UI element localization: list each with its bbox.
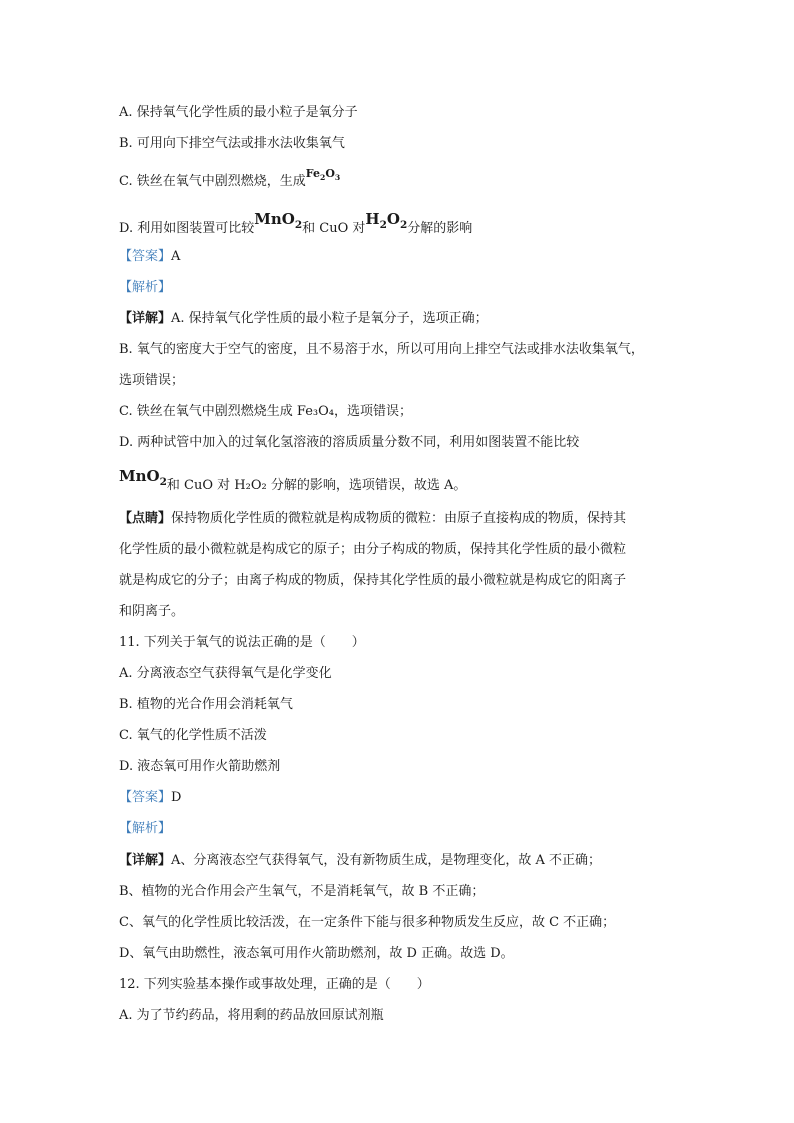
q12-option-a: A. 为了节约药品，将用剩的药品放回原试剂瓶 xyxy=(119,1008,384,1023)
detail-a: 【详解】A. 保持氧气化学性质的最小粒子是氧分子，选项正确； xyxy=(119,311,488,326)
option-c-text: C. 铁丝在氧气中剧烈燃烧，生成 xyxy=(119,174,306,189)
q11-detail-c: C、氧气的化学性质比较活泼，在一定条件下能与很多种物质发生反应，故 C 不正确； xyxy=(119,915,616,930)
detail-b-1: B. 氧气的密度大于空气的密度，且不易溶于水，所以可用向上排空气法或排水法收集氧气， xyxy=(119,342,644,357)
q11-option-c: C. 氧气的化学性质不活泼 xyxy=(119,728,267,743)
tip-label: 【点睛】 xyxy=(119,511,172,526)
q12-stem: 12. 下列实验基本操作或事故处理，正确的是（ ） xyxy=(119,977,430,992)
q11-stem: 11. 下列关于氧气的说法正确的是（ ） xyxy=(119,635,365,650)
tip-1: 【点睛】保持物质化学性质的微粒就是构成物质的微粒：由原子直接构成的物质，保持其 xyxy=(119,511,627,526)
detail-c: C. 铁丝在氧气中剧烈燃烧生成 Fe₃O₄，选项错误； xyxy=(119,404,412,419)
q11-detail-d: D、氧气由助燃性，液态氧可用作火箭助燃剂，故 D 正确。故选 D。 xyxy=(119,946,514,961)
q11-answer-value: D xyxy=(171,790,182,805)
answer-label: 【答案】 xyxy=(119,249,172,264)
tip-2: 化学性质的最小微粒就是构成它的原子；由分子构成的物质，保持其化学性质的最小微粒 xyxy=(119,542,627,557)
tip-4: 和阴离子。 xyxy=(119,604,185,619)
formula-mno2: MnO$_2$ xyxy=(254,210,303,231)
option-d-mid: 和 CuO 对 xyxy=(302,221,366,236)
q11-answer-label: 【答案】 xyxy=(119,790,172,805)
detail-d-2: MnO$_2$和 CuO 对 H₂O₂ 分解的影响，选项错误，故选 A。 xyxy=(119,467,467,493)
q11-analysis-label: 【解析】 xyxy=(119,821,172,836)
tip-3: 就是构成它的分子；由离子构成的物质，保持其化学性质的最小微粒就是构成它的阳离子 xyxy=(119,573,627,588)
formula-mno2-detail: MnO$_2$ xyxy=(119,467,167,488)
answer-value: A xyxy=(171,249,181,264)
option-d-post: 分解的影响 xyxy=(407,221,473,236)
answer-line xyxy=(119,247,180,267)
q11-option-b: B. 植物的光合作用会消耗氧气 xyxy=(119,697,293,712)
detail-label: 【详解】 xyxy=(119,311,172,326)
detail-b-2: 选项错误； xyxy=(119,373,185,388)
option-a: A. 保持氧气化学性质的最小粒子是氧分子 xyxy=(119,105,358,120)
q11-option-d: D. 液态氧可用作火箭助燃剂 xyxy=(119,759,281,774)
q11-detail-label: 【详解】 xyxy=(119,853,172,868)
analysis-label: 【解析】 xyxy=(119,280,172,295)
q11-answer-line xyxy=(119,788,181,808)
option-b: B. 可用向下排空气法或排水法收集氧气 xyxy=(119,136,345,151)
option-d xyxy=(119,210,473,243)
formula-fe2o3: Fe2O3 xyxy=(305,167,341,183)
q11-detail-b: B、植物的光合作用会产生氧气，不是消耗氧气，故 B 不正确； xyxy=(119,884,485,899)
q11-option-a: A. 分离液态空气获得氧气是化学变化 xyxy=(119,666,332,681)
option-d-text: D. 利用如图装置可比较 xyxy=(119,221,255,236)
formula-h2o2: $H_2O_2$ xyxy=(365,210,408,231)
option-c xyxy=(119,167,341,196)
q11-detail-a: 【详解】A、分离液态空气获得氧气，没有新物质生成，是物理变化，故 A 不正确； xyxy=(119,853,602,868)
detail-d-1: D. 两种试管中加入的过氧化氢溶液的溶质质量分数不同，利用如图装置不能比较 xyxy=(119,435,580,450)
